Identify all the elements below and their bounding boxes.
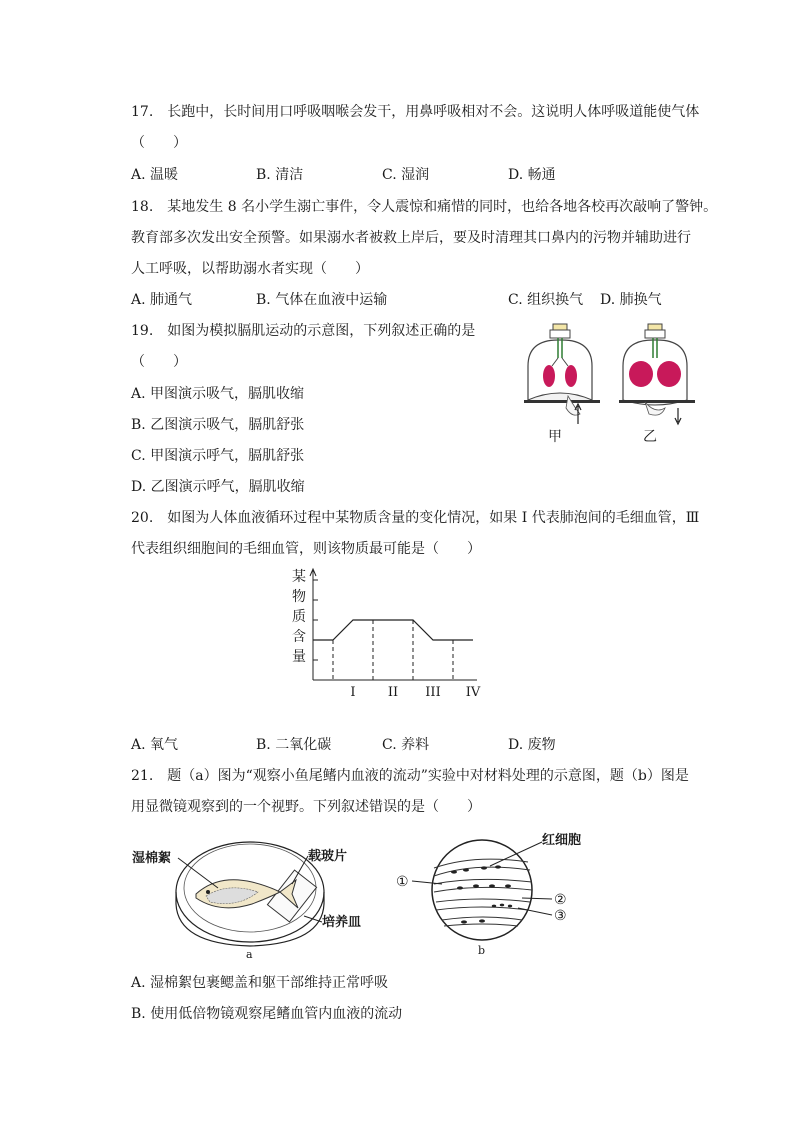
label-yi: 乙: [643, 429, 657, 445]
chart-axes: [310, 569, 477, 680]
q17-option-a: A. 温暖: [131, 167, 179, 183]
x-region-label: II: [387, 685, 399, 700]
label-jia: 甲: [548, 429, 562, 445]
q20-stem-line2: 代表组织细胞间的毛细血管，则该物质最可能是（ ）: [131, 541, 481, 557]
q19-stem-line1: 19. 如图为模拟膈肌运动的示意图，下列叙述正确的是: [131, 323, 476, 339]
microscope-view-figure: [394, 828, 624, 958]
q21-option-a: A. 湿棉絮包裹鳃盖和躯干部维持正常呼吸: [131, 975, 389, 991]
y-label-char: 质: [292, 609, 306, 625]
q17-option-d: D. 畅通: [508, 167, 556, 183]
caption-a: a: [246, 948, 253, 961]
marker-3: ③: [554, 908, 567, 924]
q18-stem-line3: 人工呼吸，以帮助溺水者实现（ ）: [131, 261, 369, 277]
q20-stem-line1: 20. 如图为人体血液循环过程中某物质含量的变化情况，如果 I 代表肺泡间的毛细血管，Ⅲ: [131, 510, 700, 526]
bell-jar-jia: [524, 324, 600, 445]
q19-option-c: C. 甲图演示呼气，膈肌舒张: [131, 448, 305, 464]
series-line: [313, 620, 473, 640]
q20-option-b: B. 二氧化碳: [256, 737, 332, 753]
lung-left-icon: [629, 361, 653, 387]
q21-stem-line2: 用显微镜观察到的一个视野。下列叙述错误的是（ ）: [131, 799, 481, 815]
label-slide: 载玻片: [308, 849, 348, 864]
lung-right-icon: [565, 365, 577, 387]
q17-stem-line1: 17. 长跑中，长时间用口呼吸咽喉会发干，用鼻呼吸相对不会。这说明人体呼吸道能使气体: [131, 104, 700, 120]
label-rbc: 红细胞: [542, 833, 582, 848]
q17-option-c: C. 湿润: [382, 167, 430, 183]
marker-1: ①: [396, 874, 409, 890]
q19-option-a: A. 甲图演示吸气，膈肌收缩: [131, 386, 305, 402]
q17-stem-line2: （ ）: [131, 135, 187, 151]
q18-option-a: A. 肺通气: [131, 292, 193, 308]
q20-option-a: A. 氧气: [131, 737, 179, 753]
q20-option-c: C. 养料: [382, 737, 430, 753]
q19-stem-line2: （ ）: [131, 354, 187, 370]
lung-right-icon: [657, 361, 681, 387]
y-axis-label: [292, 568, 306, 665]
q21-stem-line1: 21. 题（a）图为“观察小鱼尾鳍内血液的流动”实验中对材料处理的示意图，题（b）图是: [131, 768, 689, 784]
label-wet-cotton: 湿棉絮: [132, 851, 172, 866]
y-ticks: [313, 580, 318, 660]
x-region-label: I: [350, 685, 356, 700]
q18-option-d: D. 肺换气: [600, 292, 662, 308]
q18-stem-line1: 18. 某地发生 8 名小学生溺亡事件，令人震惊和痛惜的同时，也给各地各校再次敲响了警钟。: [131, 199, 718, 215]
region-dividers: [333, 620, 453, 680]
bell-jar-yi: [619, 324, 695, 445]
substance-content-chart: [286, 566, 506, 706]
q21-option-b: B. 使用低倍物镜观察尾鳍血管内血液的流动: [131, 1006, 403, 1022]
q19-option-b: B. 乙图演示吸气，膈肌舒张: [131, 417, 305, 433]
x-region-labels: [350, 685, 480, 700]
y-label-char: 物: [292, 589, 306, 605]
fish-dish-figure: [128, 832, 378, 962]
y-label-char: 某: [292, 569, 306, 585]
x-region-label: III: [425, 685, 441, 700]
q18-option-c: C. 组织换气: [508, 292, 584, 308]
label-dish: 培养皿: [322, 915, 362, 930]
series-line-path: [313, 620, 473, 640]
q18-option-b: B. 气体在血液中运输: [256, 292, 388, 308]
caption-b: b: [478, 944, 486, 957]
q19-option-d: D. 乙图演示呼气，膈肌收缩: [131, 479, 305, 495]
bell-jar-figure: [520, 318, 700, 448]
y-label-char: 量: [292, 649, 306, 665]
q18-stem-line2: 教育部多次发出安全预警。如果溺水者被救上岸后，要及时清理其口鼻内的污物并辅助进行: [131, 230, 691, 246]
q17-option-b: B. 清洁: [256, 167, 304, 183]
x-region-label: IV: [465, 685, 481, 700]
q20-option-d: D. 废物: [508, 737, 556, 753]
lung-left-icon: [543, 365, 555, 387]
y-label-char: 含: [292, 629, 306, 645]
marker-2: ②: [554, 892, 567, 908]
